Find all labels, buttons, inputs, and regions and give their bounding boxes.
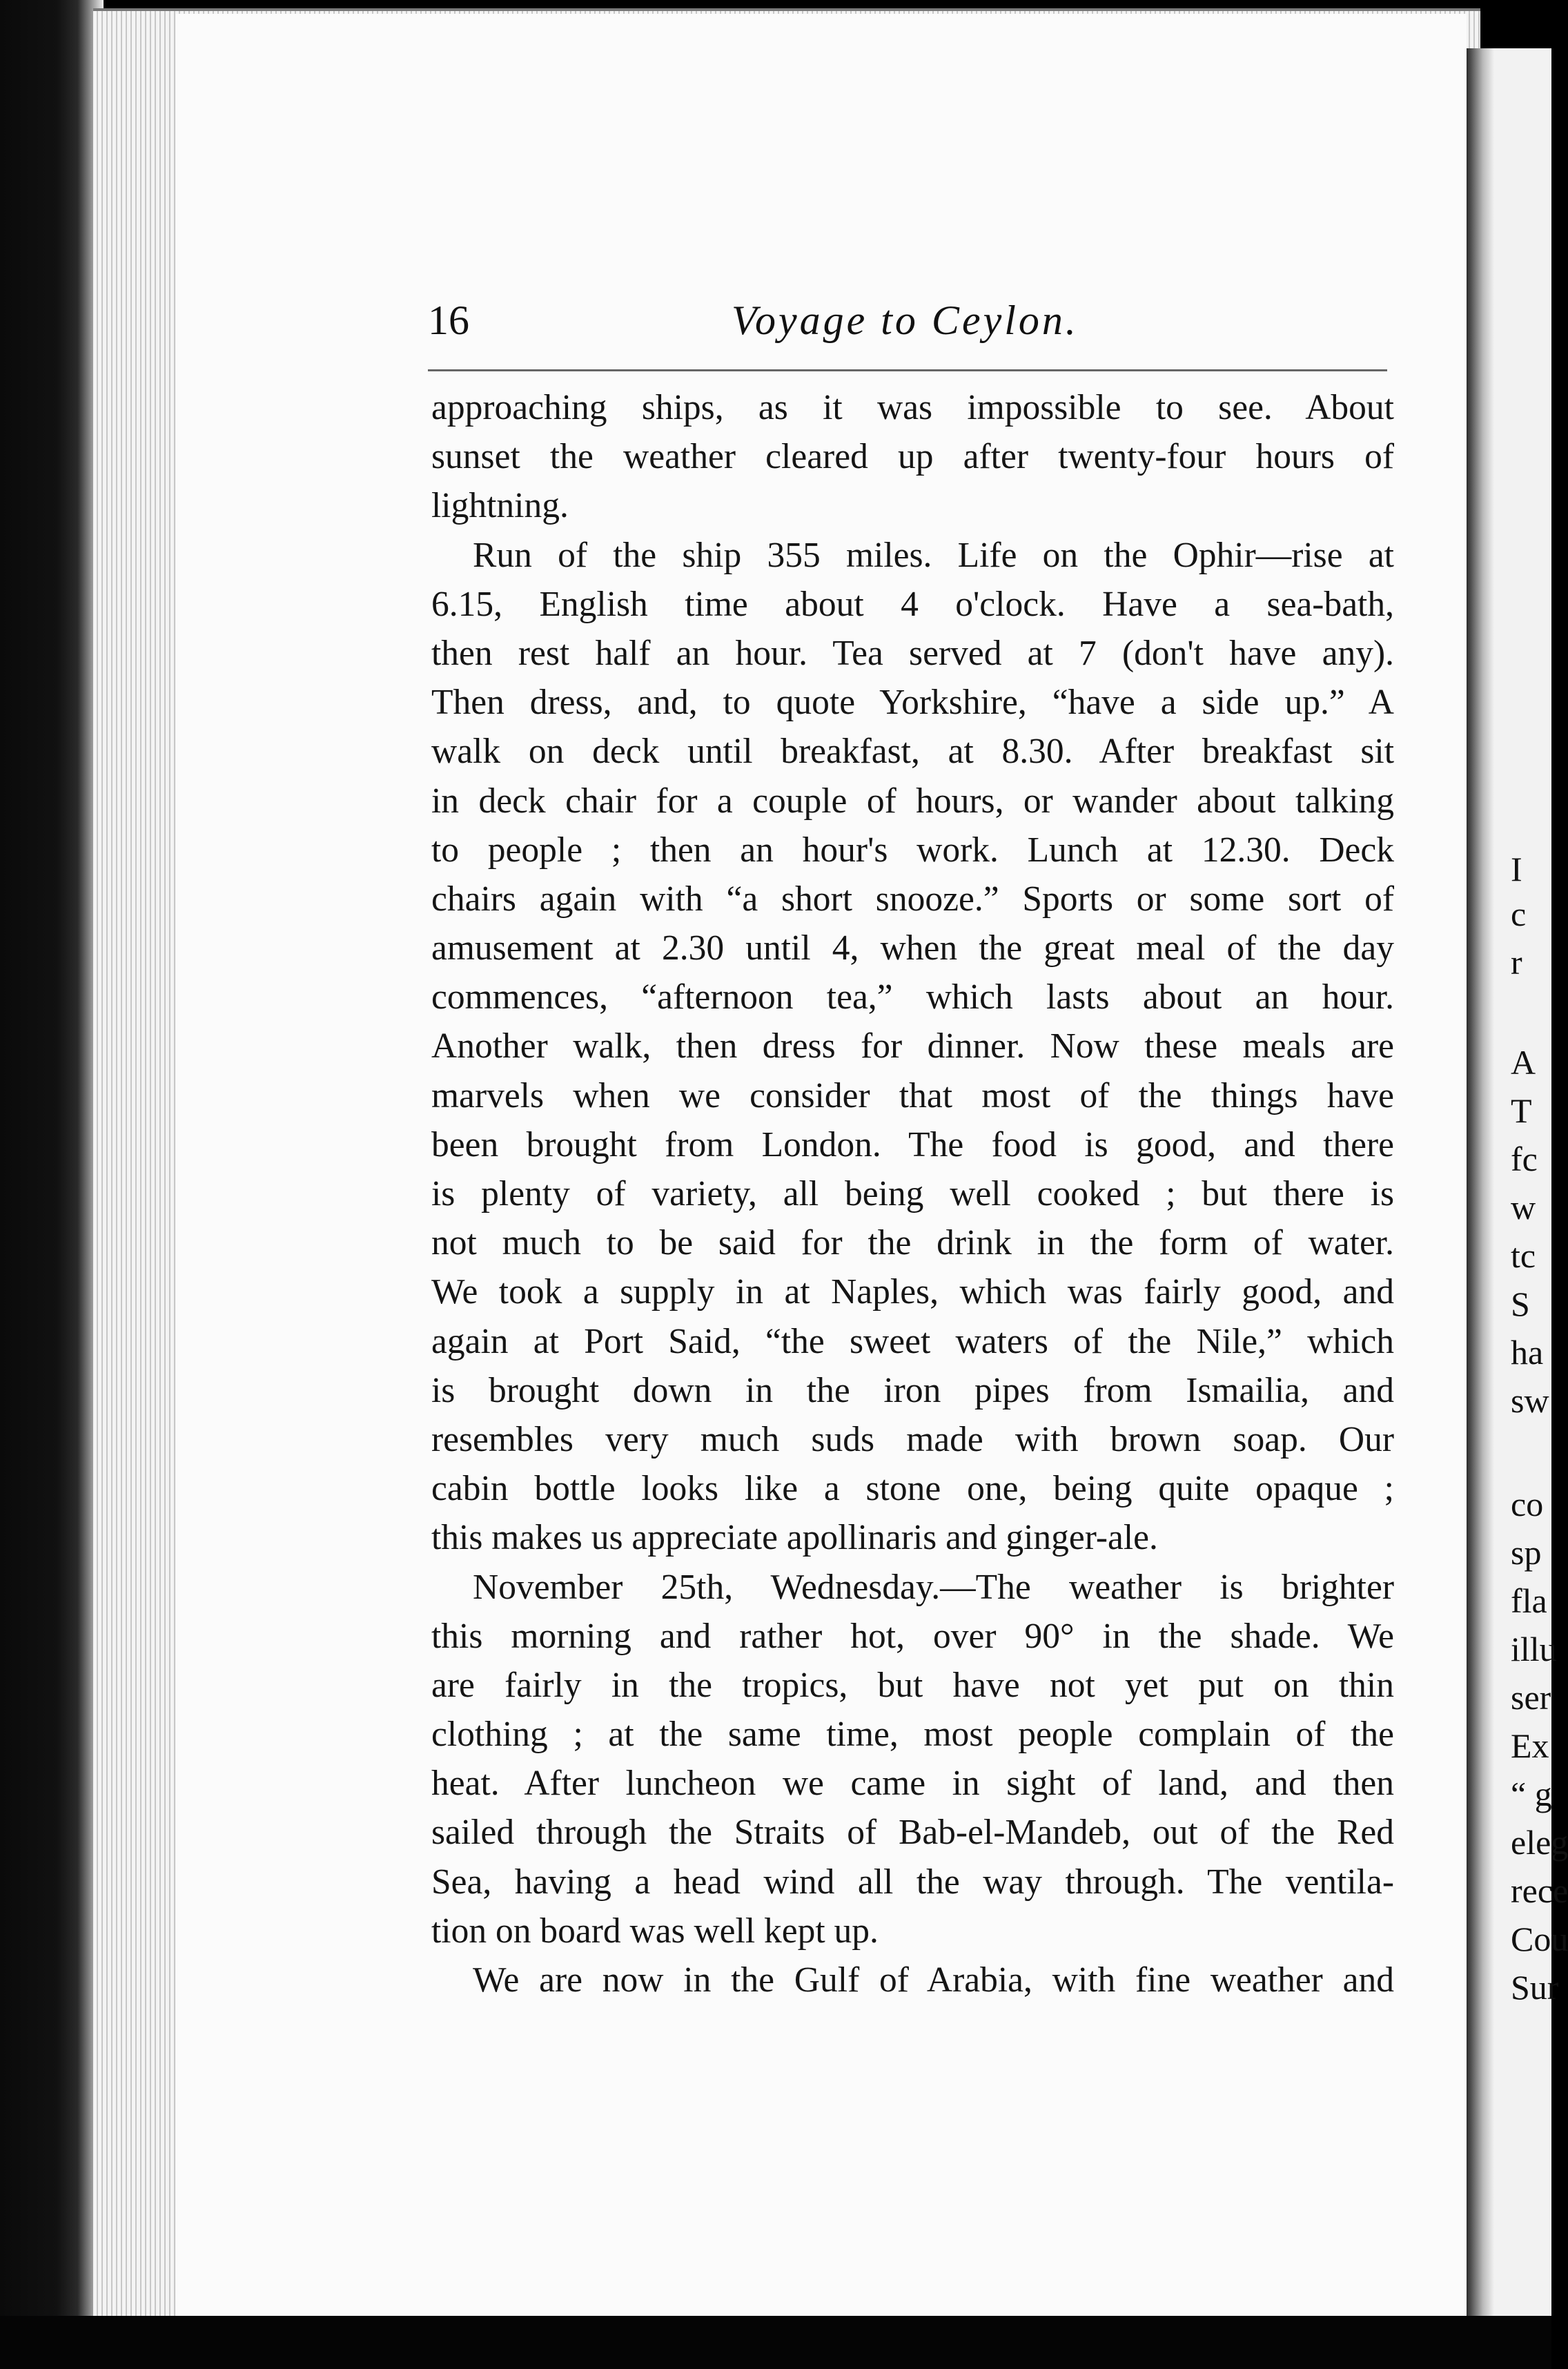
body-text <box>431 383 1394 2005</box>
header-rule <box>428 369 1387 371</box>
text-line: approaching ships, as it was impossible to see. About <box>431 388 1394 427</box>
facing-fragment: fla <box>1511 1581 1547 1620</box>
facing-fragment: illu <box>1511 1630 1557 1668</box>
text-line: Run of the ship 355 miles. Life on the Ophir—rise at <box>473 535 1394 575</box>
gutter-shadow <box>1467 48 1494 2319</box>
facing-fragment: sp <box>1511 1533 1542 1572</box>
text-line: Then dress, and, to quote Yorkshire, “have a side up.” A <box>431 683 1394 723</box>
text-line: again at Port Said, “the sweet waters of the Nile,” which <box>431 1321 1394 1361</box>
scan-bottom-edge <box>0 2316 1551 2369</box>
facing-fragment: r <box>1511 943 1522 982</box>
text-line-date: November 25th, Wednesday.—The weather is brighter <box>473 1567 1394 1607</box>
text-line: this morning and rather hot, over 90° in the shade. We <box>431 1616 1394 1656</box>
facing-fragment: ser <box>1511 1678 1551 1717</box>
facing-fragment: co <box>1511 1485 1544 1523</box>
text-line: 6.15, English time about 4 o'clock. Have a sea-bath, <box>431 584 1394 624</box>
text-line: Sea, having a head wind all the way through. The ventila- <box>431 1862 1394 1902</box>
text-line: We are now in the Gulf of Arabia, with fine weather and <box>473 1960 1394 2000</box>
facing-fragment: sw <box>1511 1381 1549 1420</box>
text-line: not much to be said for the drink in the form of water. <box>431 1223 1394 1263</box>
text-line: chairs again with “a short snooze.” Sports or some sort of <box>431 879 1394 919</box>
facing-fragment: S <box>1511 1285 1530 1323</box>
facing-fragment: w <box>1511 1188 1536 1227</box>
text-line: commences, “afternoon tea,” which lasts about an hour. <box>431 977 1394 1017</box>
text-line: walk on deck until breakfast, at 8.30. After breakfast sit <box>431 732 1394 772</box>
facing-fragment: fc <box>1511 1140 1538 1178</box>
facing-fragment: Ex <box>1511 1726 1549 1765</box>
running-head <box>428 297 1387 366</box>
facing-fragment: tc <box>1511 1236 1536 1275</box>
text-line: heat. After luncheon we came in sight of land, and then <box>431 1764 1394 1804</box>
text-line: in deck chair for a couple of hours, or wander about talking <box>431 781 1394 821</box>
text-line: marvels when we consider that most of the things have <box>431 1075 1394 1115</box>
page-number: 16 <box>428 298 469 343</box>
text-line: clothing ; at the same time, most people complain of the <box>431 1715 1394 1755</box>
text-line: cabin bottle looks like a stone one, being quite opaque ; <box>431 1469 1394 1509</box>
text-line: been brought from London. The food is good, and there <box>431 1124 1394 1164</box>
facing-fragment: T <box>1511 1091 1532 1130</box>
text-line: resembles very much suds made with brown soap. Our <box>431 1419 1394 1459</box>
text-line: Another walk, then dress for dinner. Now these meals are <box>431 1026 1394 1066</box>
text-line: lightning. <box>431 486 569 526</box>
text-line: tion on board was well kept up. <box>431 1911 879 1951</box>
text-line: sailed through the Straits of Bab-el-Mandeb, out of the Red <box>431 1813 1394 1853</box>
text-line: then rest half an hour. Tea served at 7 (don't have any). <box>431 633 1394 673</box>
facing-fragment: “ g <box>1511 1775 1552 1813</box>
facing-fragment: I <box>1511 850 1522 888</box>
text-line: sunset the weather cleared up after twenty-four hours of <box>431 437 1394 477</box>
text-line: this makes us appreciate apollinaris and ginger-ale. <box>431 1518 1158 1558</box>
facing-fragment: rece <box>1511 1871 1568 1910</box>
facing-fragment: eleg <box>1511 1823 1568 1862</box>
facing-fragment: ha <box>1511 1333 1544 1372</box>
facing-fragment: A <box>1511 1043 1536 1082</box>
text-line: is brought down in the iron pipes from Ismailia, and <box>431 1370 1394 1410</box>
text-line: amusement at 2.30 until 4, when the great meal of the day <box>431 928 1394 968</box>
text-line: are fairly in the tropics, but have not yet put on thin <box>431 1665 1394 1705</box>
text-line: is plenty of variety, all being well cooked ; but there is <box>431 1174 1394 1213</box>
text-line: to people ; then an hour's work. Lunch at 12.30. Deck <box>431 830 1394 870</box>
text-line: We took a supply in at Naples, which was fairly good, and <box>431 1272 1394 1312</box>
facing-fragment: Cou <box>1511 1920 1568 1958</box>
scan-left-edge <box>0 0 104 2369</box>
facing-fragment: Sur <box>1511 1968 1559 2007</box>
facing-fragment: c <box>1511 895 1527 933</box>
running-title: Voyage to Ceylon. <box>732 298 1079 343</box>
facing-page <box>1467 48 1568 2319</box>
